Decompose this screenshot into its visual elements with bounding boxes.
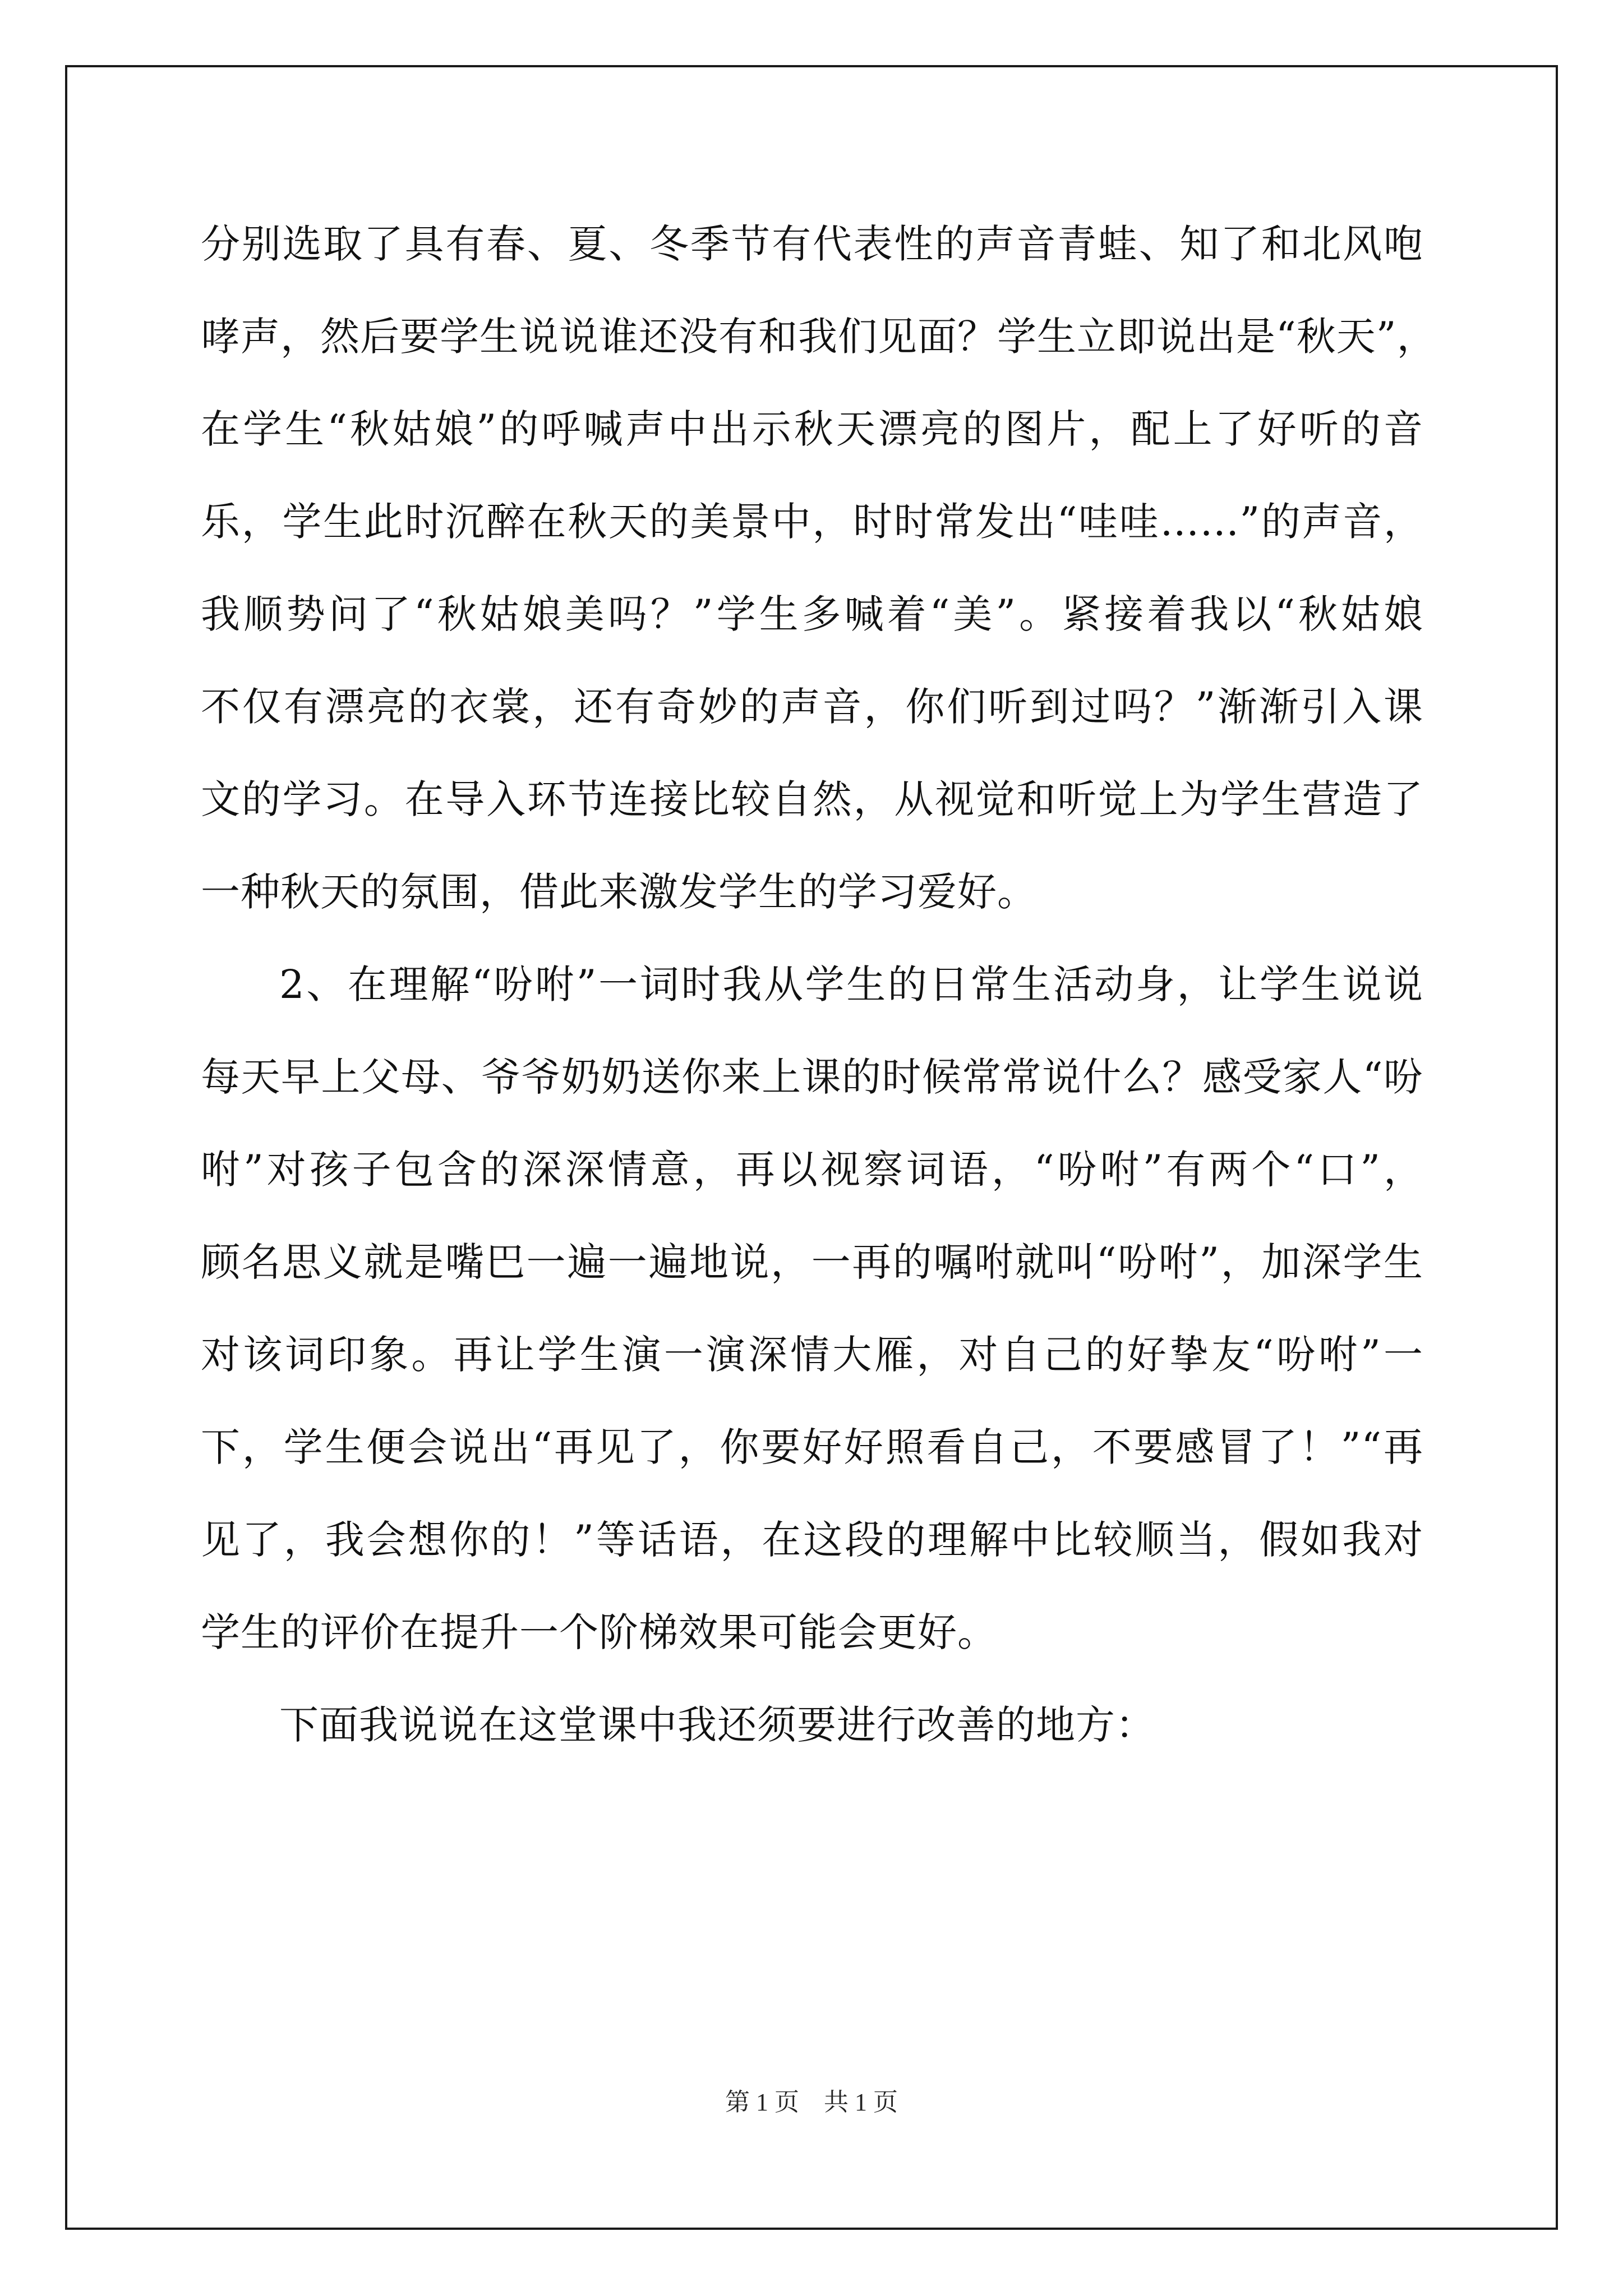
text-line: 见了，我会想你的！”等话语，在这段的理解中比较顺当，假如我对 xyxy=(201,1517,1423,1563)
page-total: 共 1 页 xyxy=(824,2088,898,2116)
text-line: 在学生“秋姑娘”的呼喊声中出示秋天漂亮的图片，配上了好听的音 xyxy=(201,406,1423,452)
text-line: 下，学生便会说出“再见了，你要好好照看自己，不要感冒了！”“再 xyxy=(201,1424,1423,1470)
text-line: 对该词印象。再让学生演一演深情大雁，对自己的好挚友“吩咐”一 xyxy=(201,1332,1423,1378)
text-line: 乐，学生此时沉醉在秋天的美景中，时时常发出“哇哇……”的声音， xyxy=(201,499,1423,545)
text-line: 文的学习。在导入环节连接比较自然，从视觉和听觉上为学生营造了 xyxy=(201,776,1423,822)
text-line: 不仅有漂亮的衣裳，还有奇妙的声音，你们听到过吗？”渐渐引入课 xyxy=(201,684,1423,730)
page-number: 第 1 页 xyxy=(725,2088,799,2116)
text-line: 咐”对孩子包含的深深情意，再以视察词语，“吩咐”有两个“口”， xyxy=(201,1147,1423,1193)
paragraph-start-line: 2、在理解“吩咐”一词时我从学生的日常生活动身，让学生说说 xyxy=(279,961,1423,1007)
text-line: 学生的评价在提升一个阶梯效果可能会更好。 xyxy=(201,1609,997,1655)
text-line: 一种秋天的氛围，借此来激发学生的学习爱好。 xyxy=(201,869,1037,915)
text-line: 顾名思义就是嘴巴一遍一遍地说，一再的嘱咐就叫“吩咐”，加深学生 xyxy=(201,1239,1423,1285)
text-line: 哮声，然后要学生说说谁还没有和我们见面？学生立即说出是“秋天”， xyxy=(201,314,1437,360)
text-line: 分别选取了具有春、夏、冬季节有代表性的声音青蛙、知了和北风咆 xyxy=(201,221,1423,267)
page-footer xyxy=(0,2086,1623,2119)
paragraph-start-line: 下面我说说在这堂课中我还须要进行改善的地方： xyxy=(279,1702,1155,1748)
text-line: 每天早上父母、爷爷奶奶送你来上课的时候常常说什么？感受家人“吩 xyxy=(201,1054,1423,1100)
text-line: 我顺势问了“秋姑娘美吗？”学生多喊着“美”。紧接着我以“秋姑娘 xyxy=(201,591,1423,637)
